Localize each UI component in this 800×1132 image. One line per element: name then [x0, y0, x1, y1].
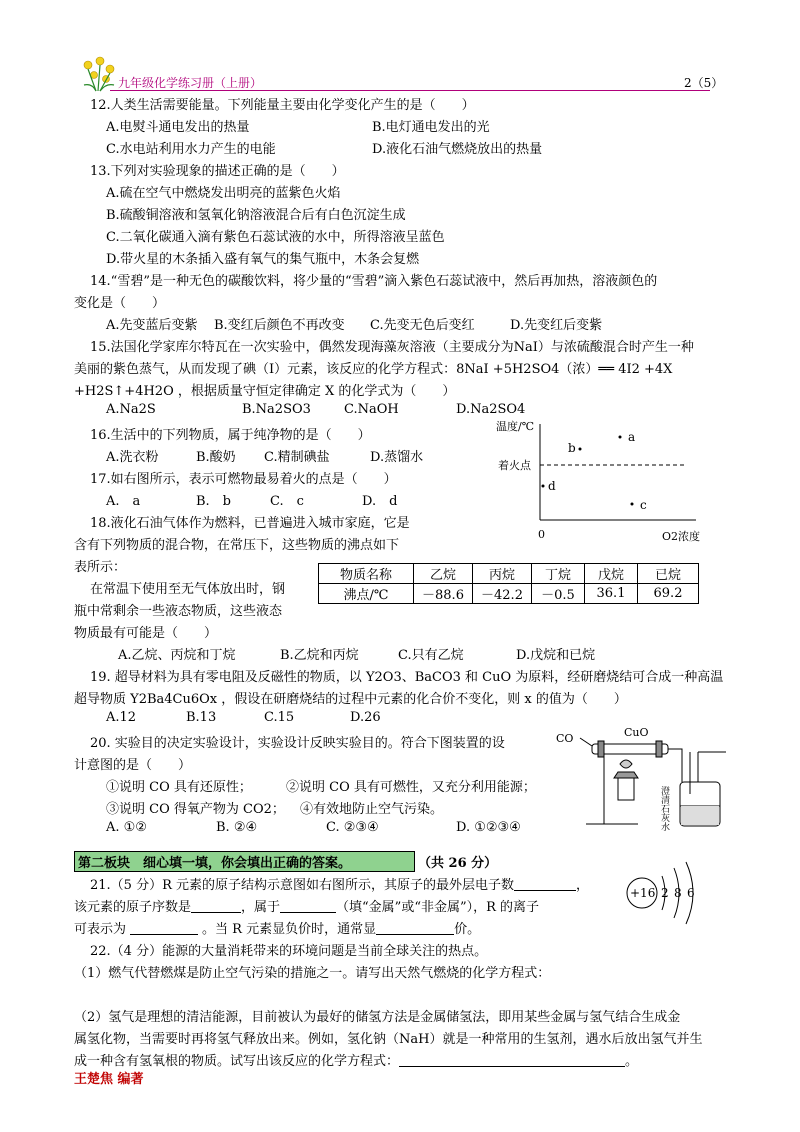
q20-statement-2: ②说明 CO 具有可燃性，又充分利用能源； — [286, 780, 536, 795]
lime-water-label: 澄清石灰水 — [659, 786, 669, 831]
q21-blank-metal-type[interactable] — [280, 899, 336, 913]
q21-line2b: ，属于 — [241, 900, 281, 915]
q18-line2: 含有下列物质的混合物，在常压下，这些物质的沸点如下 — [74, 538, 400, 553]
q14-line1: 14.“雪碧”是一种无色的碳酸饮料，将少量的“雪碧”滴入紫色石蕊试液中，然后再加热，溶液颜色的 — [90, 274, 658, 289]
q22-line2: （1）燃气代替燃煤是防止空气污染的措施之一。请写出天然气燃烧的化学方程式： — [74, 966, 551, 981]
table-row — [319, 584, 699, 604]
author-credit: 王楚焦 编著 — [74, 1072, 144, 1087]
q22-line5-text: 成一种含有氢氧根的物质。试写出该反应的化学方程式： — [74, 1054, 400, 1069]
q14-option-b: B.变红后颜色不再改变 — [214, 318, 345, 333]
q18-line4: 在常温下使用至无气体放出时，钢 — [90, 582, 286, 597]
table-cell: 69.2 — [638, 584, 699, 604]
point-d-dot — [542, 485, 545, 488]
point-c-label: c — [640, 498, 647, 512]
q14-option-d: D.先变红后变紫 — [510, 318, 603, 333]
q21-line3c: 价。 — [454, 922, 481, 937]
q18-option-c: C.只有乙烷 — [398, 648, 464, 663]
q13-option-a: A.硫在空气中燃烧发出明亮的蓝紫色火焰 — [106, 186, 341, 201]
q15-line3: +H2S↑+4H2O ，根据质量守恒定律确定 X 的化学式为（ ） — [74, 384, 456, 399]
co-reduction-apparatus — [548, 722, 728, 834]
q20-line2: 计意图的是（ ） — [74, 758, 192, 773]
q21-line1-end: ， — [576, 878, 590, 893]
q16-stem: 16.生活中的下列物质，属于纯净物的是（ ） — [90, 428, 371, 443]
q12-option-d: D.液化石油气燃烧放出的热量 — [372, 142, 543, 157]
q17-option-c: C. c — [270, 494, 304, 509]
table-cell: 乙烷 — [414, 564, 473, 584]
point-d-label: d — [548, 479, 556, 493]
q22-line4: 属氢化物，当需要时再将氢气释放出来。例如，氢化钠（NaH）就是一种常用的生氢剂，遇水后放出氢气并生 — [74, 1032, 703, 1047]
q21-blank-valence[interactable] — [376, 921, 454, 935]
graph-xlabel: O2浓度 — [662, 530, 701, 543]
q20-statement-1: ①说明 CO 具有还原性； — [106, 780, 252, 795]
table-cell: －42.2 — [473, 584, 532, 604]
q18-line1: 18.液化石油气体作为燃料，已普遍进入城市家庭，它是 — [90, 516, 410, 531]
q20-statement-4: ④有效地防止空气污染。 — [300, 802, 444, 817]
table-cell: 丁烷 — [532, 564, 585, 584]
q16-option-a: A.洗衣粉 — [106, 450, 159, 465]
q17-option-d: D. d — [362, 494, 398, 509]
section2-title: 第二板块 细心填一填，你会填出正确的答案。 — [78, 856, 352, 871]
table-row — [319, 564, 699, 584]
table-cell: 丙烷 — [473, 564, 532, 584]
q12-option-a: A.电熨斗通电发出的热量 — [106, 120, 250, 135]
q19-line1: 19. 超导材料为具有零电阻及反磁性的物质，以 Y2O3、BaCO3 和 CuO 为原料，经研磨烧结可合成一种高温 — [90, 670, 724, 685]
table-cell: 物质名称 — [319, 564, 414, 584]
co-label: CO — [556, 732, 574, 745]
q21-blank-outer-electrons[interactable] — [514, 877, 576, 891]
q22-line5 — [74, 1050, 638, 1069]
q13-option-c: C.二氧化碳通入滴有紫色石蕊试液的水中，所得溶液呈蓝色 — [106, 230, 445, 245]
alcohol-lamp — [618, 778, 634, 800]
table-cell: 已烷 — [638, 564, 699, 584]
atomic-structure-diagram — [622, 860, 722, 926]
q15-option-b: B.Na2SO3 — [242, 402, 311, 417]
graph-origin: 0 — [538, 528, 545, 541]
q18-line5: 瓶中常剩余一些液态物质，这些液态 — [74, 604, 283, 619]
q16-option-b: B.酸奶 — [196, 450, 236, 465]
q18-option-d: D.戊烷和已烷 — [516, 648, 596, 663]
point-a-dot — [619, 436, 622, 439]
point-a-label: a — [628, 430, 636, 444]
q21-line2 — [74, 896, 539, 915]
q21-line2a: 该元素的原子序数是 — [74, 900, 192, 915]
q19-option-c: C.15 — [264, 710, 295, 725]
q12-option-c: C.水电站利用水力产生的电能 — [106, 142, 276, 157]
q14-option-a: A.先变蓝后变紫 — [106, 318, 198, 333]
header-title: 九年级化学练习册（上册） — [118, 76, 263, 90]
q21-line1 — [90, 874, 589, 893]
q18-option-a: A.乙烷、丙烷和丁烷 — [118, 648, 236, 663]
q22-line1: 22.（4 分）能源的大量消耗带来的环境问题是当前全球关注的热点。 — [90, 944, 488, 959]
shell-2-count: 8 — [674, 886, 682, 900]
q19-line2: 超导物质 Y2Ba4Cu6Ox ，假设在研磨烧结的过程中元素的化合价不变化，则 x 的值为（ ） — [74, 692, 627, 707]
q14-option-c: C.先变无色后变红 — [370, 318, 475, 333]
boiling-point-table — [318, 563, 699, 604]
q13-option-d: D.带火星的木条插入盛有氧气的集气瓶中，木条会复燃 — [106, 252, 420, 267]
q13-option-b: B.硫酸铜溶液和氢氧化钠溶液混合后有白色沉淀生成 — [106, 208, 406, 223]
q15-line2: 美丽的紫色蒸气，从而发现了碘（I）元素，该反应的化学方程式：8NaI +5H2SO4（浓）══ 4I2 +4X — [74, 362, 673, 377]
q21-line3b: 。当 R 元素显负价时，通常显 — [202, 922, 377, 937]
q21-line3 — [74, 918, 480, 937]
shell-3-count: 6 — [687, 886, 695, 900]
q12-option-b: B.电灯通电发出的光 — [372, 120, 490, 135]
q21-line3a: 可表示为 — [74, 922, 127, 937]
header-divider — [110, 90, 710, 91]
shell-1-count: 2 — [661, 886, 669, 900]
q12-stem: 12.人类生活需要能量。下列能量主要由化学变化产生的是（ ） — [90, 98, 475, 113]
point-b-dot — [579, 448, 582, 451]
q17-option-a: A. a — [106, 494, 141, 509]
q20-option-a: A. ①② — [106, 820, 147, 835]
table-cell: 戊烷 — [585, 564, 638, 584]
q15-option-a: A.Na2S — [106, 402, 156, 417]
point-b-label: b — [568, 441, 576, 455]
q18-option-b: B.乙烷和丙烷 — [280, 648, 359, 663]
q16-option-c: C.精制碘盐 — [264, 450, 330, 465]
nucleus-charge: +16 — [630, 886, 656, 900]
q21-line1-text: 21.（5 分）R 元素的原子结构示意图如右图所示，其原子的最外层电子数 — [90, 878, 514, 893]
q15-line1: 15.法国化学家库尔特瓦在一次实验中，偶然发现海藻灰溶液（主要成分为NaI）与浓硫酸混合时产生一种 — [90, 340, 694, 355]
q15-option-c: C.NaOH — [344, 402, 399, 417]
q14-line2: 变化是（ ） — [74, 296, 166, 311]
q19-option-d: D.26 — [350, 710, 381, 725]
table-cell: －88.6 — [414, 584, 473, 604]
page-number: 2（5） — [684, 76, 724, 90]
q22-blank-equation[interactable] — [399, 1053, 625, 1067]
q19-option-b: B.13 — [186, 710, 217, 725]
q18-line6: 物质最有可能是（ ） — [74, 626, 218, 641]
q17-option-b: B. b — [196, 494, 232, 509]
q20-option-d: D. ①②③④ — [456, 820, 521, 835]
point-c-dot — [631, 503, 634, 506]
q20-option-c: C. ②③④ — [326, 820, 379, 835]
section2-score: （共 26 分） — [418, 856, 498, 871]
q19-option-a: A.12 — [106, 710, 137, 725]
q15-option-d: D.Na2SO4 — [456, 402, 526, 417]
q21-blank-atomic-number[interactable] — [191, 899, 241, 913]
q16-option-d: D.蒸馏水 — [370, 450, 424, 465]
ignition-point-graph — [490, 416, 710, 546]
q22-line3: （2）氢气是理想的清洁能源，目前被认为最好的储氢方法是金属储氢法，即用某些金属与氢气结合生成金 — [74, 1010, 681, 1025]
q18-line3: 表所示： — [74, 560, 127, 575]
table-cell: －0.5 — [532, 584, 585, 604]
cuo-label: CuO — [624, 726, 649, 739]
q21-blank-ion[interactable] — [130, 921, 198, 935]
q17-stem: 17.如右图所示，表示可燃物最易着火的点是（ ） — [90, 472, 397, 487]
q22-line5-end: 。 — [625, 1054, 639, 1069]
q20-option-b: B. ②④ — [216, 820, 258, 835]
q20-statement-3: ③说明 CO 得氧产物为 CO2； — [106, 802, 285, 817]
table-cell: 36.1 — [585, 584, 638, 604]
graph-threshold-label: 着火点 — [498, 459, 531, 472]
table-cell: 沸点/℃ — [319, 584, 414, 604]
q13-stem: 13.下列对实验现象的描述正确的是（ ） — [90, 164, 345, 179]
q20-line1: 20. 实验目的决定实验设计，实验设计反映实验目的。符合下图装置的设 — [90, 736, 505, 751]
graph-ylabel: 温度/℃ — [496, 420, 535, 433]
q21-line2c: （填“金属”或“非金属”），R 的离子 — [336, 900, 540, 915]
